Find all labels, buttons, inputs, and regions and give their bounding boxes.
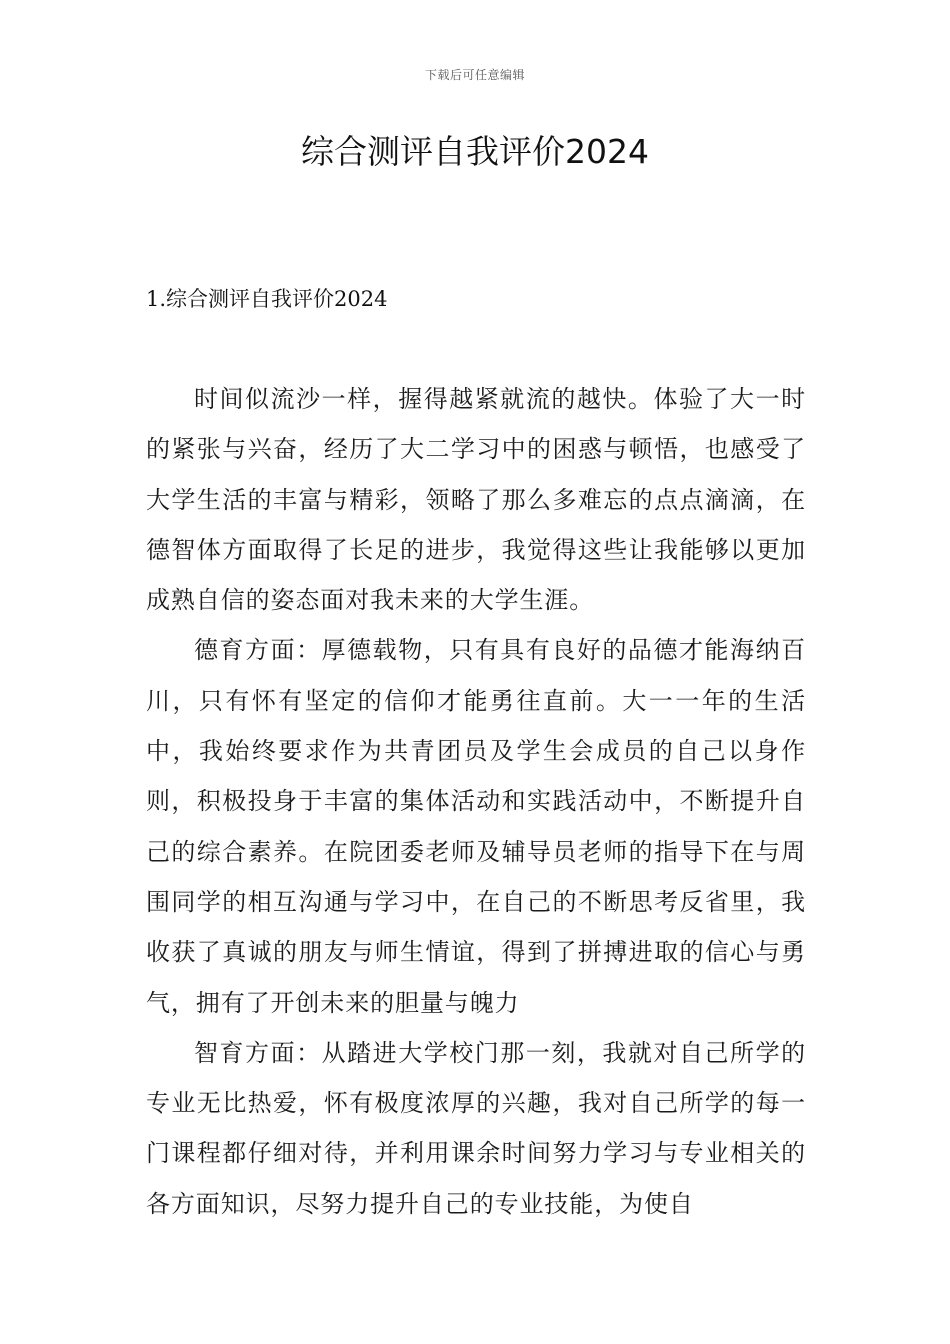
paragraph-intro: 时间似流沙一样，握得越紧就流的越快。体验了大一时的紧张与兴奋，经历了大二学习中的困惑与顿悟，也感受了大学生活的丰富与精彩，领略了那么多难忘的点点滴滴，在德智体方面取得了长足的进步，我觉得这些让我能够以更加成熟自信的姿态面对我未来的大学生涯。 xyxy=(146,385,806,615)
section-heading: 1.综合测评自我评价2024 xyxy=(146,287,388,311)
document-title: 综合测评自我评价2024 xyxy=(301,132,649,171)
document-body xyxy=(146,374,806,1229)
paragraph-intellectual-education: 智育方面：从踏进大学校门那一刻，我就对自己所学的专业无比热爱，怀有极度浓厚的兴趣，我对自己所学的每一门课程都仔细对待，并利用课余时间努力学习与专业相关的各方面知识，尽努力提升自己的专业技能，为使自 xyxy=(146,1038,806,1218)
paragraph-moral-education: 德育方面：厚德载物，只有具有良好的品德才能海纳百川，只有怀有坚定的信仰才能勇往直前。大一一年的生活中，我始终要求作为共青团员及学生会成员的自己以身作则，积极投身于丰富的集体活动和实践活动中，不断提升自己的综合素养。在院团委老师及辅导员老师的指导下在与周围同学的相互沟通与学习中，在自己的不断思考反省里，我收获了真诚的朋友与师生情谊，得到了拼搏进取的信心与勇气，拥有了开创未来的胆量与魄力 xyxy=(146,636,806,1017)
header-note: 下载后可任意编辑 xyxy=(424,68,525,82)
